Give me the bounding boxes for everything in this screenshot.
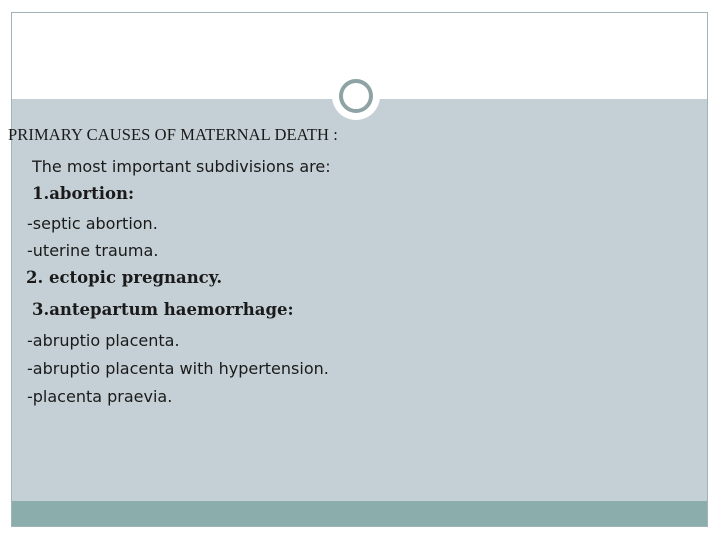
slide-heading: PRIMARY CAUSES OF MATERNAL DEATH : [8, 125, 338, 144]
list-item-abruptio-placenta-hypertension: -abruptio placenta with hypertension. [27, 359, 329, 378]
list-item-uterine-trauma: -uterine trauma. [27, 241, 159, 260]
list-item-abruptio-placenta: -abruptio placenta. [27, 331, 180, 350]
list-heading-abortion: 1.abortion: [32, 184, 135, 203]
list-heading-ectopic-pregnancy: 2. ectopic pregnancy. [26, 268, 223, 287]
list-heading-antepartum-haemorrhage: 3.antepartum haemorrhage: [32, 300, 294, 319]
intro-line: The most important subdivisions are: [32, 157, 331, 176]
list-item-placenta-praevia: -placenta praevia. [27, 387, 173, 406]
list-item-septic-abortion: -septic abortion. [27, 214, 158, 233]
